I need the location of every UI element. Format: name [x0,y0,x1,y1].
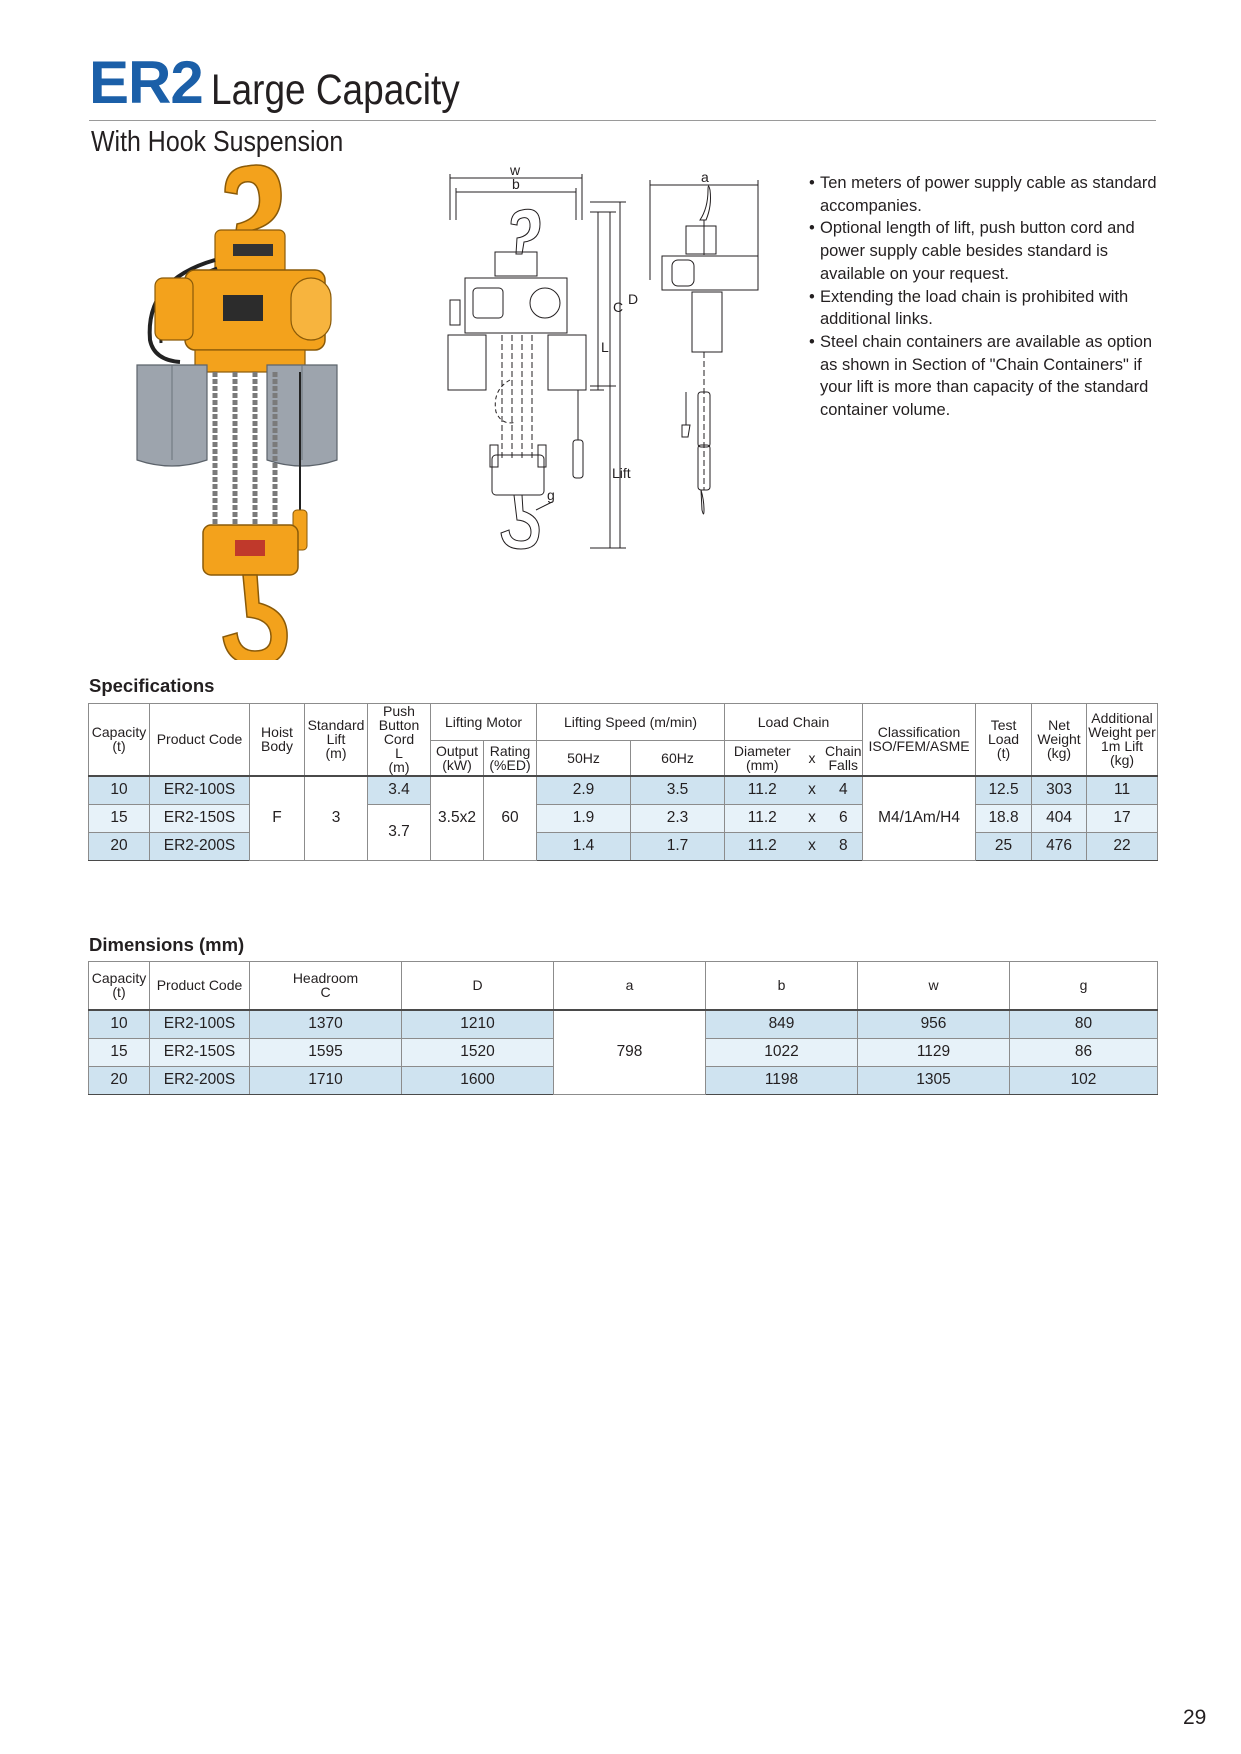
header-capacity: Capacity (t) [89,704,150,776]
header-a: a [554,962,706,1010]
header-g: g [1010,962,1158,1010]
header-product-code: Product Code [150,704,250,776]
header-net-weight: Net Weight (kg) [1032,704,1087,776]
header-lifting-motor: Lifting Motor [431,704,537,741]
header-headroom: Headroom C [250,962,402,1010]
page-title: Large Capacity [211,66,460,114]
diagram-label-g: g [547,487,555,503]
header-product-code: Product Code [150,962,250,1010]
header-b: b [706,962,858,1010]
header-diameter: Diameter (mm) [725,741,800,776]
header-classification: Classification ISO/FEM/ASME [863,704,976,776]
specifications-table [88,703,1158,861]
header-additional-weight: Additional Weight per 1m Lift (kg) [1087,704,1158,776]
note-text: Optional length of lift, push button cord and power supply cable besides standard is available on your request. [820,219,1135,283]
model-code: ER2 [89,49,203,116]
standard-lift-value: 3 [305,776,368,861]
note-item: • Ten meters of power supply cable as standard accompanies. [809,174,1157,215]
table-row: 10 ER2-100S 1370 1210 798 849 956 80 [89,1010,1158,1039]
diagram-label-b: b [512,176,520,192]
hoist-body-value: F [250,776,305,861]
table-row: 15 ER2-150S 1595 1520 1022 1129 86 [89,1038,1158,1066]
header-d: D [402,962,554,1010]
dimensions-table [88,961,1158,1095]
note-item: • Extending the load chain is prohibited with additional links. [809,287,1129,329]
table-row: 20 ER2-200S 1710 1600 1198 1305 102 [89,1066,1158,1094]
header-rating: Rating (%ED) [484,741,537,776]
classification-value: M4/1Am/H4 [863,776,976,861]
note-text: Steel chain containers are available as option as shown in Section of "Chain Containers" if your lift is more than capacity of the standard container volume. [820,332,1153,420]
title-rule [89,120,1156,121]
diagram-label-w: w [510,162,521,178]
diagram-label-l: L [601,339,609,355]
header-hoist-body: Hoist Body [250,704,305,776]
header-output: Output (kW) [431,741,484,776]
dimension-diagram [440,160,800,555]
diagram-label-c: C [613,299,624,315]
dimension-a-value: 798 [554,1010,706,1095]
feature-notes [809,172,1169,422]
table-row: 20 ER2-200S 1.4 1.7 11.2 x 8 25 476 22 [89,832,1158,860]
header-load-chain: Load Chain [725,704,863,741]
header-chain-falls: Chain Falls [825,741,863,776]
hoist-product-photo [135,160,375,660]
page-subtitle: With Hook Suspension [91,126,344,158]
rating-value: 60 [484,776,537,861]
cord-length-value: 3.7 [368,804,431,860]
header-test-load: Test Load (t) [976,704,1032,776]
diagram-label-a: a [701,169,709,185]
diagram-label-d: D [628,291,639,307]
note-text: Ten meters of power supply cable as standard accompanies. [820,174,1157,215]
note-item: • Steel chain containers are available as option as shown in Section of "Chain Containers" if your lift is more than capacity of the standard container volume. [809,332,1153,420]
header-50hz: 50Hz [537,741,631,776]
table-row: 15 ER2-150S 3.7 1.9 2.3 11.2 x 6 18.8 404 17 [89,804,1158,832]
page-number: 29 [1183,1706,1207,1729]
note-item: • Optional length of lift, push button cord and power supply cable besides standard is available on your request. [809,219,1135,283]
header-lifting-speed: Lifting Speed (m/min) [537,704,725,741]
header-w: w [858,962,1010,1010]
table-row: 10 ER2-100S F 3 3.4 3.5x2 60 2.9 3.5 11.2 x 4 M4/1Am/H4 12.5 303 11 [89,776,1158,805]
output-value: 3.5x2 [431,776,484,861]
header-times: x [800,741,825,776]
header-60hz: 60Hz [631,741,725,776]
specifications-heading: Specifications [89,675,215,696]
note-text: Extending the load chain is prohibited with additional links. [820,287,1129,329]
diagram-label-lift: Lift [612,465,631,481]
dimensions-heading: Dimensions (mm) [89,934,245,955]
header-push-button-cord: Push Button Cord L (m) [368,704,431,776]
header-standard-lift: Standard Lift (m) [305,704,368,776]
header-capacity: Capacity (t) [89,962,150,1010]
